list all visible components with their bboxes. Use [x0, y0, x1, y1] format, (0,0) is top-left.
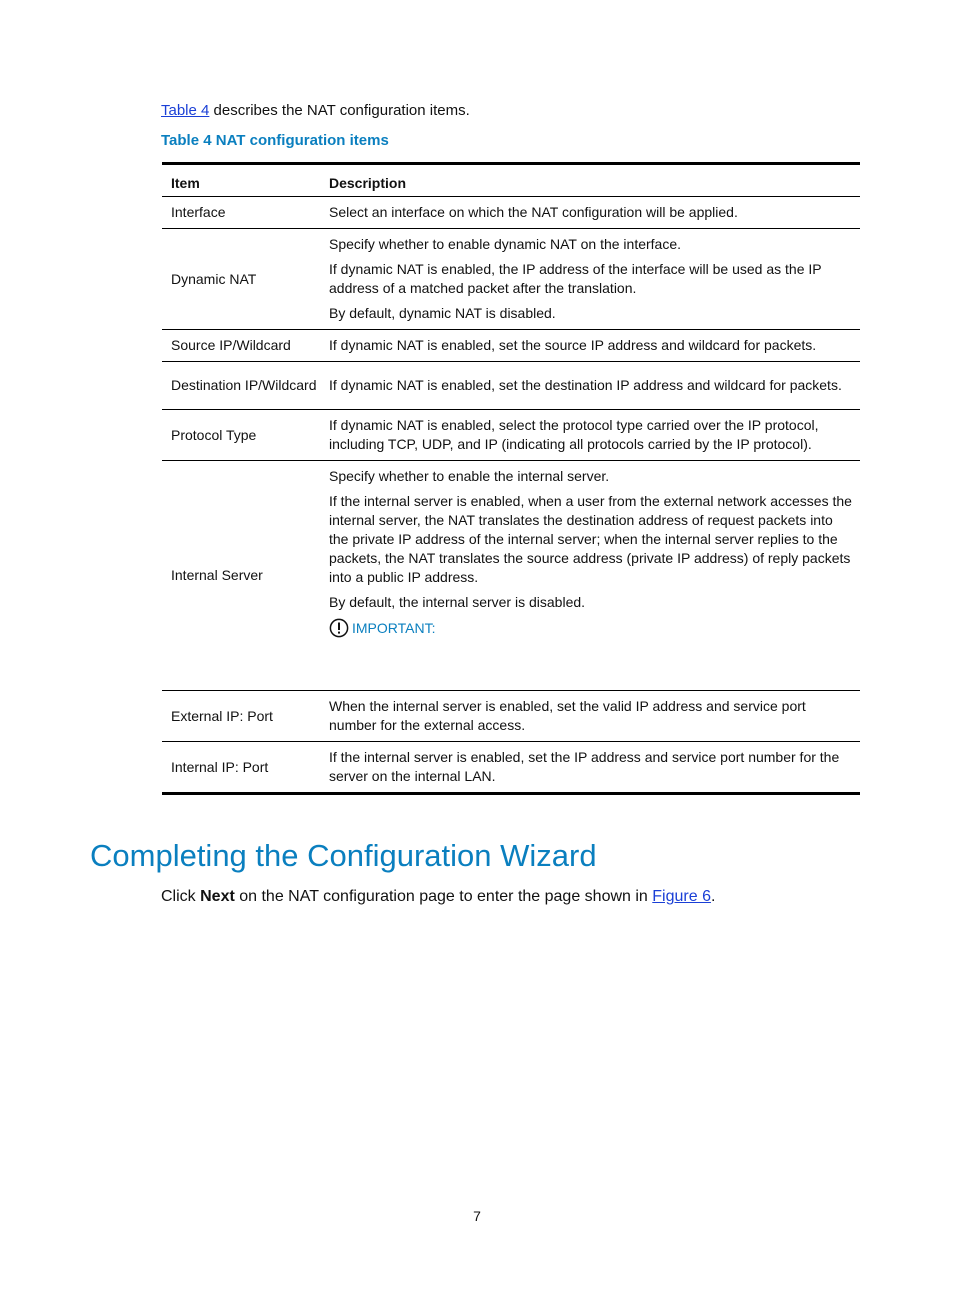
description-line: If dynamic NAT is enabled, set the source IP address and wildcard for packets.: [329, 337, 817, 353]
table-row: [162, 362, 860, 410]
row-description: [320, 330, 860, 362]
next-term: Next: [200, 888, 235, 905]
warning-circle-icon: [329, 618, 349, 638]
table-4-link[interactable]: Table 4: [161, 102, 210, 119]
section-heading: Completing the Configuration Wizard: [90, 838, 597, 873]
table-header-row: [162, 165, 860, 197]
row-description: [320, 461, 860, 691]
row-item: Destination IP/Wildcard: [162, 362, 320, 410]
para-text: Click: [161, 888, 201, 905]
row-item: Dynamic NAT: [162, 229, 320, 330]
table-row: [162, 197, 860, 229]
para-text: .: [710, 888, 716, 905]
table-row: [162, 410, 860, 461]
column-header-description: Description: [320, 165, 860, 197]
row-description: [320, 229, 860, 330]
description-line: By default, dynamic NAT is disabled.: [329, 305, 556, 321]
row-description: [320, 362, 860, 410]
description-line: Specify whether to enable the internal server.: [329, 468, 610, 484]
table-row: [162, 691, 860, 742]
description-line: If dynamic NAT is enabled, the IP address of the interface will be used as the IP address of a matched packet after the translation.: [329, 261, 822, 296]
row-item: Source IP/Wildcard: [162, 330, 320, 362]
description-line: If dynamic NAT is enabled, select the protocol type carried over the IP protocol, including TCP, UDP, and IP (indicating all protocols carried by the IP protocol).: [329, 417, 819, 452]
table-row: [162, 330, 860, 362]
row-description: [320, 742, 860, 793]
description-line: Specify whether to enable dynamic NAT on the interface.: [329, 236, 682, 252]
description-line: If dynamic NAT is enabled, set the destination IP address and wildcard for packets.: [329, 377, 842, 393]
page-number: 7: [473, 1208, 481, 1224]
row-description: [320, 197, 860, 229]
nat-config-table: [162, 162, 860, 795]
row-description: [320, 410, 860, 461]
description-line: Select an interface on which the NAT configuration will be applied.: [329, 204, 738, 220]
row-item: Protocol Type: [162, 410, 320, 461]
table-row: [162, 742, 860, 793]
description-line: When the internal server is enabled, set the valid IP address and service port number for the external access.: [329, 698, 806, 733]
para-text: on the NAT configuration page to enter the page shown in: [234, 888, 653, 905]
row-item: Internal IP: Port: [171, 758, 269, 775]
important-label: IMPORTANT:: [352, 619, 436, 636]
section-paragraph: [161, 886, 715, 907]
table-row: [162, 229, 860, 330]
table-caption: Table 4 NAT configuration items: [161, 132, 389, 149]
description-line: By default, the internal server is disabled.: [329, 594, 586, 610]
row-description: [320, 691, 860, 742]
intro-text: describes the NAT configuration items.: [209, 102, 470, 119]
description-line: If the internal server is enabled, when a user from the external network accesses the internal server, the NAT translates the destination address of request packets into the private IP address of the internal server; when the internal server replies to the packets, the NAT translates the source address (private IP address) of reply packets into a public IP address.: [329, 493, 852, 585]
column-header-item: Item: [162, 165, 320, 197]
table-row: [162, 461, 860, 691]
row-item: External IP: Port: [162, 691, 320, 742]
important-note: [329, 618, 854, 638]
description-line: If the internal server is enabled, set the IP address and service port number for the server on the internal LAN.: [329, 749, 840, 784]
figure-6-link[interactable]: Figure 6: [652, 888, 711, 905]
row-item: Internal Server: [162, 461, 320, 691]
intro-paragraph: [161, 101, 470, 121]
row-item: Interface: [162, 197, 320, 229]
